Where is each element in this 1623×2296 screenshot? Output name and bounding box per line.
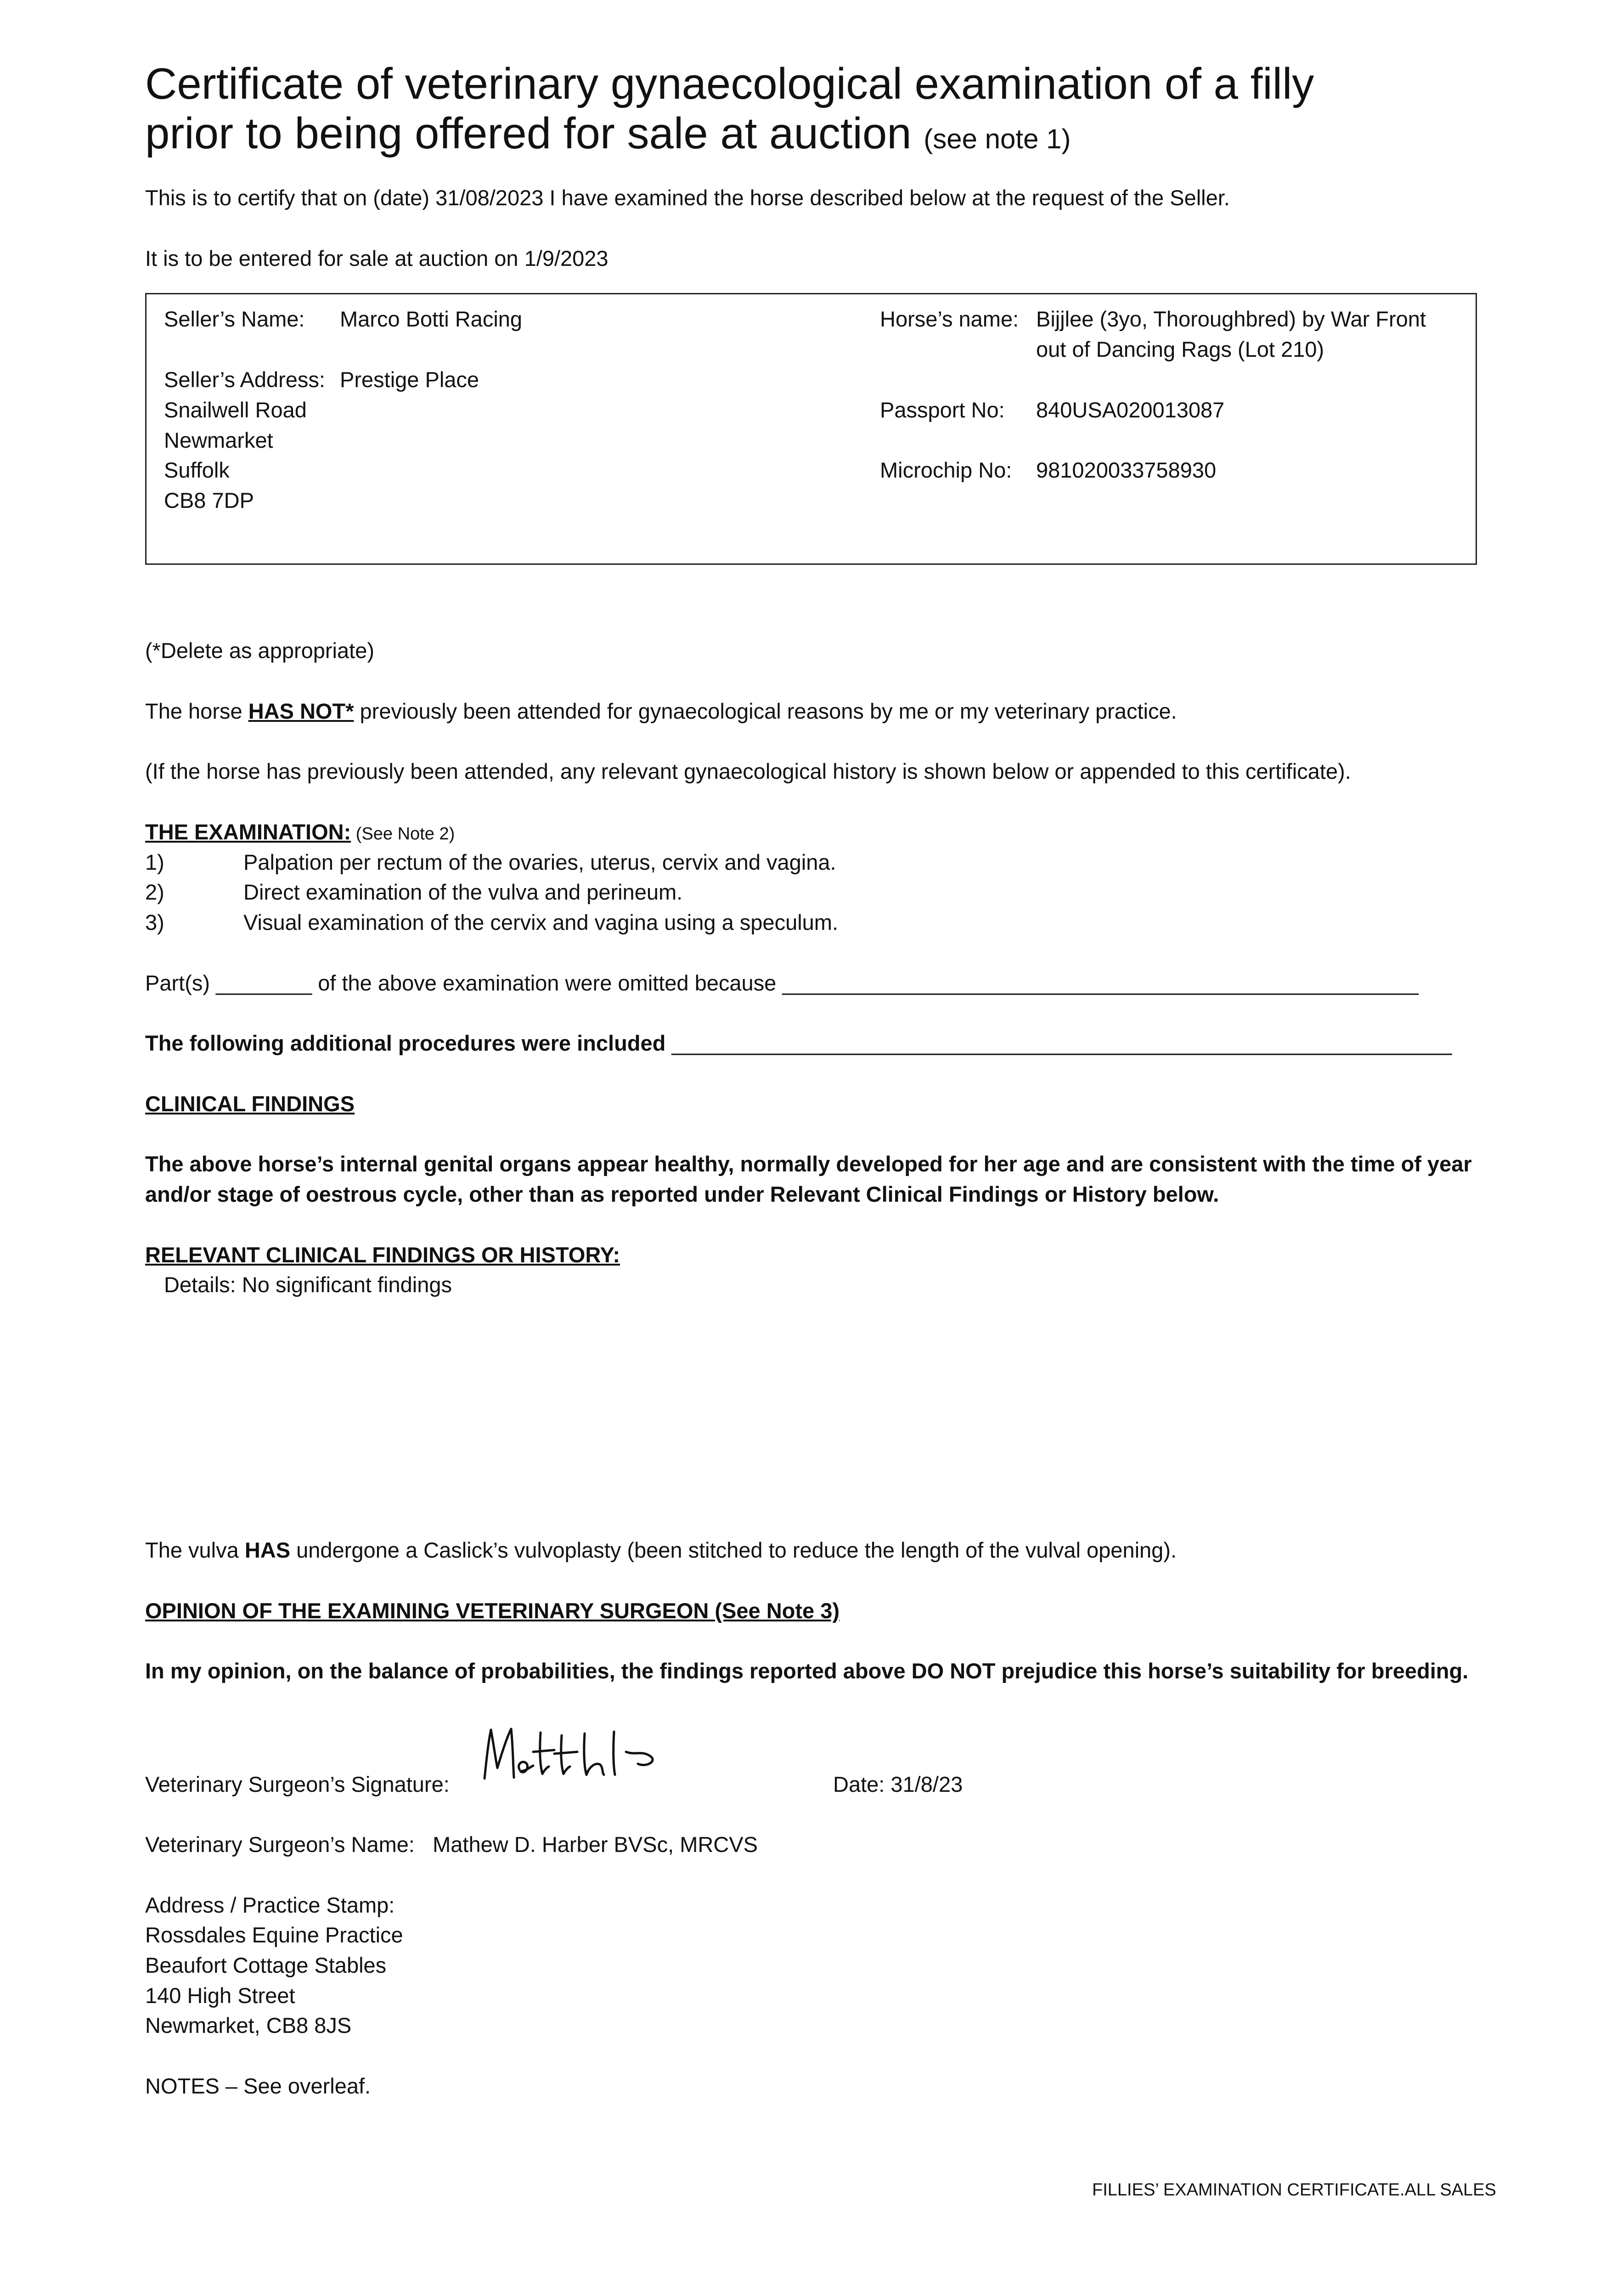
- exam-item-text: Palpation per rectum of the ovaries, uterus, cervix and vagina.: [243, 850, 836, 874]
- seller-address-line: CB8 7DP: [164, 488, 254, 512]
- surgeon-name-line: [145, 1829, 758, 1860]
- attended-suffix: previously been attended for gynaecological reasons by me or my veterinary practice.: [354, 699, 1177, 723]
- attended-status: HAS NOT*: [248, 699, 354, 723]
- seller-address-line: Newmarket: [164, 428, 273, 452]
- attended-prefix: The horse: [145, 699, 248, 723]
- horse-name-line: out of Dancing Rags (Lot 210): [1036, 337, 1324, 361]
- passport-label: Passport No:: [880, 398, 1005, 422]
- signature-label: Veterinary Surgeon’s Signature:: [145, 1772, 450, 1796]
- omitted-line: Part(s) ________ of the above examination were omitted because _____________________________________________________: [145, 971, 1419, 995]
- exam-item-text: Direct examination of the vulva and perineum.: [243, 880, 683, 904]
- passport-number: 840USA020013087: [1036, 398, 1225, 422]
- additional-procedures-blank: _________________________________________________________________: [665, 1031, 1452, 1055]
- vulva-prefix: The vulva: [145, 1538, 245, 1562]
- title-line-2: [145, 108, 1071, 164]
- certify-line: This is to certify that on (date) 31/08/2023 I have examined the horse described below at the request of the Seller.: [145, 186, 1230, 210]
- vulva-line: [145, 1535, 1177, 1565]
- seller-address-label: Seller’s Address:: [164, 367, 325, 392]
- horse-name-line: Bijjlee (3yo, Thoroughbred) by War Front: [1036, 307, 1426, 331]
- date-label: Date:: [833, 1772, 885, 1796]
- practice-address-line: Rossdales Equine Practice: [145, 1923, 403, 1947]
- title-line-2-text: prior to being offered for sale at auction: [145, 109, 912, 158]
- practice-address-line: Beaufort Cottage Stables: [145, 1953, 387, 1977]
- clinical-statement-line: The above horse’s internal genital organs appear healthy, normally developed for her age and are consistent with the time of year: [145, 1152, 1472, 1176]
- notes-line: NOTES – See overleaf.: [145, 2074, 371, 2098]
- practice-address-line: 140 High Street: [145, 1983, 295, 2008]
- exam-item-text: Visual examination of the cervix and vagina using a speculum.: [243, 910, 839, 934]
- delete-note: (*Delete as appropriate): [145, 638, 374, 663]
- footer-label: FILLIES’ EXAMINATION CERTIFICATE.ALL SALES: [1092, 2180, 1496, 2200]
- title-line-1: Certificate of veterinary gynaecological examination of a filly: [145, 59, 1314, 108]
- microchip-number: 981020033758930: [1036, 458, 1217, 482]
- signature-image: [480, 1720, 682, 1789]
- examination-heading: THE EXAMINATION:: [145, 820, 351, 844]
- examination-heading-note: (See Note 2): [351, 824, 455, 844]
- clinical-statement-line: and/or stage of oestrous cycle, other than as reported under Relevant Clinical Findings or History below.: [145, 1182, 1219, 1206]
- relevant-findings-heading: RELEVANT CLINICAL FINDINGS OR HISTORY:: [145, 1243, 620, 1267]
- seller-address-line: Snailwell Road: [164, 398, 307, 422]
- horse-name-label: Horse’s name:: [880, 307, 1019, 331]
- exam-item-number: 3): [145, 910, 164, 934]
- opinion-statement: In my opinion, on the balance of probabilities, the findings reported above DO NOT prejudice this horse’s suitability for breeding.: [145, 1659, 1469, 1683]
- opinion-heading: OPINION OF THE EXAMINING VETERINARY SURGEON (See Note 3): [145, 1598, 840, 1623]
- relevant-findings-details: Details: No significant findings: [164, 1272, 452, 1297]
- examination-heading-line: [145, 817, 455, 849]
- vulva-status: HAS: [244, 1538, 291, 1562]
- title-note: (see note 1): [924, 124, 1071, 154]
- microchip-label: Microchip No:: [880, 458, 1012, 482]
- practice-address-line: Newmarket, CB8 8JS: [145, 2013, 352, 2037]
- vulva-suffix: undergone a Caslick’s vulvoplasty (been stitched to reduce the length of the vulval opening).: [290, 1538, 1177, 1562]
- additional-procedures-line: [145, 1028, 1452, 1058]
- practice-address-label: Address / Practice Stamp:: [145, 1893, 395, 1917]
- exam-item-number: 1): [145, 850, 164, 874]
- date-value: 31/8/23: [890, 1772, 963, 1796]
- attended-line: [145, 696, 1177, 726]
- additional-procedures-label: The following additional procedures were included: [145, 1031, 666, 1055]
- auction-line: It is to be entered for sale at auction on 1/9/2023: [145, 246, 609, 270]
- surgeon-name-label: Veterinary Surgeon’s Name:: [145, 1832, 415, 1857]
- history-note: (If the horse has previously been attended, any relevant gynaecological history is shown below or appended to this certificate).: [145, 759, 1351, 783]
- seller-name-label: Seller’s Name:: [164, 307, 305, 331]
- surgeon-name: Mathew D. Harber BVSc, MRCVS: [433, 1832, 758, 1857]
- clinical-findings-heading: CLINICAL FINDINGS: [145, 1092, 355, 1116]
- signature-date: [833, 1769, 963, 1800]
- exam-item-number: 2): [145, 880, 164, 904]
- seller-address-line: Prestige Place: [340, 367, 479, 392]
- seller-name: Marco Botti Racing: [340, 307, 523, 331]
- seller-address-line: Suffolk: [164, 458, 230, 482]
